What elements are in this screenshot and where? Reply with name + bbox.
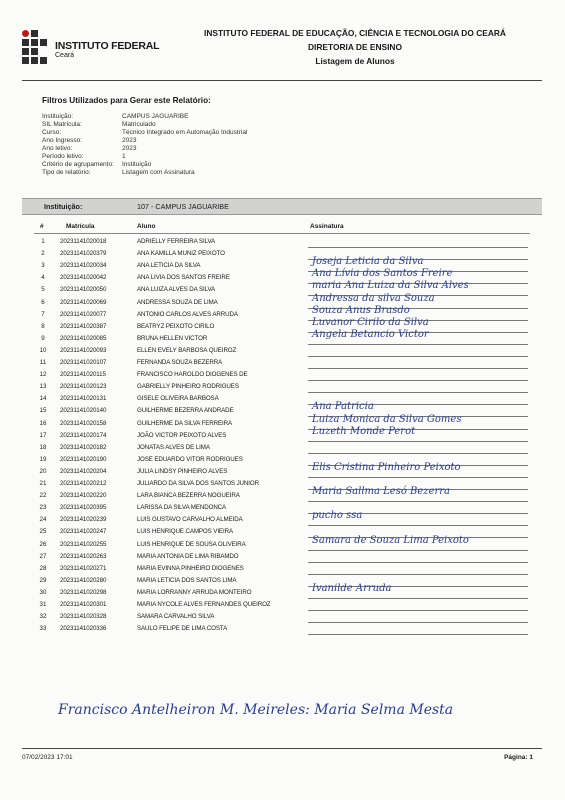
row-aluno: ANTONIO CARLOS ALVES ARRUDA bbox=[137, 310, 238, 318]
bottom-signature: Francisco Antelheiron M. Meireles: Maria Selma Mesta bbox=[58, 702, 454, 718]
directorate-title: DIRETORIA DE ENSINO bbox=[308, 42, 402, 52]
row-aluno: ANA LIVIA DOS SANTOS FREIRE bbox=[137, 274, 230, 282]
row-matricula: 20231141020255 bbox=[60, 540, 107, 548]
row-number: 11 bbox=[39, 359, 47, 366]
row-matricula: 20231141020093 bbox=[60, 346, 107, 354]
header-num: # bbox=[40, 223, 44, 230]
handwritten-signature: Angela Betancio Victor bbox=[312, 328, 429, 340]
row-matricula: 20231141020018 bbox=[60, 238, 107, 245]
row-aluno: JULIARDO DA SILVA DOS SANTOS JUNIOR bbox=[137, 480, 259, 487]
filter-row bbox=[42, 153, 126, 161]
table-row bbox=[0, 309, 565, 321]
row-matricula: 20231141020395 bbox=[60, 504, 107, 512]
filter-label: Ano letivo: bbox=[42, 145, 73, 152]
table-row bbox=[0, 357, 565, 369]
institution-value: 107 - CAMPUS JAGUARIBE bbox=[137, 202, 229, 211]
row-matricula: 20231141020271 bbox=[60, 564, 107, 572]
row-aluno: GABRIELLY PINHEIRO RODRIGUES bbox=[137, 383, 239, 391]
table-row bbox=[0, 514, 565, 526]
row-matricula: 20231141020131 bbox=[60, 395, 107, 403]
row-aluno: ANA LUIZA ALVES DA SILVA bbox=[137, 286, 216, 294]
row-aluno: ANA KAMILLA MUNIZ PEIXOTO bbox=[137, 250, 225, 258]
handwritten-signature: Luvanor Cirilo da Silva bbox=[312, 316, 429, 328]
table-row bbox=[0, 587, 565, 599]
row-aluno: ADRIELLY FERREIRA SILVA bbox=[137, 238, 216, 245]
row-aluno: GUILHERME DA SILVA FERREIRA bbox=[137, 419, 233, 427]
row-matricula: 20231141020379 bbox=[60, 250, 107, 258]
row-aluno: MARIA EVINNA PINHEIRO DIOGENES bbox=[137, 564, 244, 572]
row-aluno: ANDRESSA SOUZA DE LIMA bbox=[137, 298, 218, 306]
row-number: 15 bbox=[39, 407, 47, 415]
filter-value: Instituição bbox=[122, 161, 152, 168]
table-row bbox=[0, 297, 565, 309]
row-number: 18 bbox=[39, 443, 47, 451]
handwritten-signature: Ana Lívia dos Santos Freire bbox=[312, 268, 453, 280]
handwritten-signature: pucho ssa bbox=[312, 510, 363, 522]
table-row bbox=[0, 405, 565, 417]
handwritten-signature: Souza Anus Brasdo bbox=[312, 304, 410, 316]
institution-label: Instituição: bbox=[44, 202, 83, 211]
logo-grid-icon bbox=[22, 30, 50, 64]
row-aluno: JULIA LINDSY PINHEIRO ALVES bbox=[137, 467, 228, 475]
filter-label: Ano Ingresso: bbox=[42, 137, 83, 144]
handwritten-signature: Maria Sallma Lesó Bezerra bbox=[312, 486, 451, 498]
row-matricula: 20231141020042 bbox=[60, 274, 107, 282]
row-matricula: 20231141020204 bbox=[60, 467, 107, 475]
row-aluno: JOSE EDUARDO VITOR RODRIGUES bbox=[137, 455, 243, 463]
row-matricula: 20231141020220 bbox=[60, 492, 107, 500]
header-divider bbox=[22, 80, 542, 81]
table-header-divider bbox=[34, 233, 530, 234]
row-matricula: 20231141020174 bbox=[60, 431, 107, 439]
row-number: 26 bbox=[39, 540, 47, 548]
filter-label: Tipo de relatório: bbox=[42, 169, 91, 176]
table-row bbox=[0, 381, 565, 393]
row-number: 25 bbox=[39, 528, 47, 536]
filter-value: 2023 bbox=[122, 137, 137, 144]
row-aluno: LARA BIANCA BEZERRA NOGUEIRA bbox=[137, 492, 240, 500]
filter-value: 2023 bbox=[122, 145, 137, 152]
table-row bbox=[0, 369, 565, 381]
row-aluno: BEATRYZ PEIXOTO CIRILO bbox=[137, 322, 215, 330]
signature-line bbox=[308, 634, 528, 635]
row-aluno: GUILHERME BEZERRA ANDRADE bbox=[137, 407, 234, 415]
institution-bar bbox=[22, 198, 542, 215]
filter-label: Critério de agrupamento: bbox=[42, 161, 114, 168]
row-matricula: 20231141020140 bbox=[60, 407, 107, 415]
row-aluno: SAULO FELIPE DE LIMA COSTA bbox=[137, 625, 228, 633]
row-matricula: 20231141020085 bbox=[60, 334, 107, 342]
row-number: 2 bbox=[41, 250, 45, 258]
table-row bbox=[0, 393, 565, 405]
row-matricula: 20231141020336 bbox=[60, 625, 107, 633]
row-aluno: JOÃO VICTOR PEIXOTO ALVES bbox=[137, 431, 227, 439]
row-aluno: ANA LETICIA DA SILVA bbox=[137, 262, 201, 270]
row-aluno: MARIA ANTONIA DE LIMA RIBAMDO bbox=[137, 552, 239, 560]
handwritten-signature: Joseja Leticia da Silva bbox=[312, 256, 424, 268]
table-row bbox=[0, 260, 565, 272]
row-matricula: 20231141020077 bbox=[60, 310, 107, 318]
row-matricula: 20231141020328 bbox=[60, 613, 107, 621]
row-number: 21 bbox=[39, 480, 47, 487]
table-row bbox=[0, 539, 565, 551]
row-matricula: 20231141020298 bbox=[60, 588, 107, 596]
table-row bbox=[0, 454, 565, 466]
row-number: 20 bbox=[39, 467, 47, 475]
filter-row bbox=[42, 169, 195, 177]
header-matricula: Matrícula bbox=[66, 223, 95, 230]
row-aluno: GISELE OLIVEIRA BARBOSA bbox=[137, 395, 219, 403]
table-row bbox=[0, 418, 565, 430]
handwritten-signature: Samara de Souza Lima Peixoto bbox=[312, 534, 469, 546]
header-assinatura: Assinatura bbox=[310, 223, 344, 230]
row-matricula: 20231141020158 bbox=[60, 419, 107, 427]
row-matricula: 20231141020069 bbox=[60, 298, 107, 306]
row-matricula: 20231141020182 bbox=[60, 443, 107, 451]
row-aluno: FERNANDA SOUZA BEZERRA bbox=[137, 359, 223, 366]
row-number: 32 bbox=[39, 613, 47, 621]
table-row bbox=[0, 333, 565, 345]
row-matricula: 20231141020280 bbox=[60, 576, 107, 584]
handwritten-signature: Luiza Monica da Silva Gomes bbox=[312, 413, 462, 425]
handwritten-signature: Ivanilde Arruda bbox=[312, 582, 392, 594]
table-row bbox=[0, 478, 565, 490]
row-matricula: 20231141020247 bbox=[60, 528, 107, 536]
footer-page: Página: 1 bbox=[504, 754, 533, 761]
row-aluno: MARIA LETICIA DOS SANTOS LIMA bbox=[137, 576, 237, 584]
row-aluno: BRUNA HELLEN VICTOR bbox=[137, 334, 208, 342]
filter-row bbox=[42, 129, 247, 137]
table-row bbox=[0, 345, 565, 357]
row-aluno: LUIS HENRIQUE DE SOUSA OLIVEIRA bbox=[137, 540, 246, 548]
row-matricula: 20231141020212 bbox=[60, 480, 107, 487]
row-matricula: 20231141020034 bbox=[60, 262, 107, 270]
row-number: 7 bbox=[41, 310, 45, 318]
filter-value: Técnico Integrado em Automação Industrial bbox=[122, 129, 248, 136]
filter-row bbox=[42, 145, 136, 153]
handwritten-signature: maria Ana Luiza da Silva Alves bbox=[312, 280, 469, 292]
row-matricula: 20231141020387 bbox=[60, 322, 107, 330]
logo-city: Ceará bbox=[55, 52, 75, 59]
row-matricula: 20231141020107 bbox=[60, 359, 107, 366]
row-number: 4 bbox=[41, 274, 45, 282]
filter-row bbox=[42, 113, 188, 121]
row-matricula: 20231141020050 bbox=[60, 286, 107, 294]
row-aluno: ELLEN EVELY BARBOSA QUEIROZ bbox=[137, 346, 237, 354]
filter-row bbox=[42, 137, 136, 145]
row-aluno: SAMARA CARVALHO SILVA bbox=[137, 613, 215, 621]
row-aluno: MARIA LORRANNY ARRUDA MONTEIRO bbox=[137, 588, 252, 596]
table-row bbox=[0, 551, 565, 563]
row-matricula: 20231141020239 bbox=[60, 516, 107, 524]
row-number: 19 bbox=[39, 455, 47, 463]
institution-title: INSTITUTO FEDERAL DE EDUCAÇÃO, CIÊNCIA E TECNOLOGIA DO CEARÁ bbox=[204, 28, 506, 38]
row-number: 13 bbox=[39, 383, 47, 391]
handwritten-signature: Andressa da silva Souza bbox=[312, 292, 435, 304]
table-row bbox=[0, 236, 565, 248]
row-number: 9 bbox=[41, 334, 45, 342]
row-number: 17 bbox=[39, 431, 47, 439]
filter-label: Instituição: bbox=[42, 113, 74, 120]
row-number: 14 bbox=[39, 395, 47, 403]
table-row bbox=[0, 599, 565, 611]
filter-value: CAMPUS JAGUARIBE bbox=[122, 113, 189, 120]
filter-row bbox=[42, 161, 151, 169]
table-row bbox=[0, 575, 565, 587]
row-aluno: LUIS GUSTAVO CARVALHO ALMEIDA bbox=[137, 516, 243, 524]
footer-date: 07/02/2023 17:01 bbox=[22, 754, 73, 761]
table-row bbox=[0, 430, 565, 442]
filter-label: Curso: bbox=[42, 129, 62, 136]
row-number: 29 bbox=[39, 576, 47, 584]
header-aluno: Aluno bbox=[137, 223, 156, 230]
handwritten-signature: Elis Cristina Pinheiro Peixoto bbox=[312, 461, 461, 473]
row-number: 28 bbox=[39, 564, 47, 572]
row-aluno: LUIS HENRIQUE CAMPOS VIEIRA bbox=[137, 528, 233, 536]
filter-label: SIL Matrícula: bbox=[42, 121, 82, 128]
table-row bbox=[0, 502, 565, 514]
table-row bbox=[0, 611, 565, 623]
row-number: 24 bbox=[39, 516, 47, 524]
row-aluno: FRANCISCO HAROLDO DIOGENES DE bbox=[137, 371, 248, 379]
row-number: 12 bbox=[39, 371, 47, 379]
filter-row bbox=[42, 121, 156, 129]
row-number: 1 bbox=[41, 238, 45, 245]
row-number: 33 bbox=[39, 625, 47, 633]
table-row bbox=[0, 466, 565, 478]
filters-title: Filtros Utilizados para Gerar este Relatório: bbox=[42, 96, 211, 105]
table-row bbox=[0, 623, 565, 635]
filter-value: Matriculado bbox=[122, 121, 156, 128]
row-number: 31 bbox=[39, 601, 47, 608]
row-matricula: 20231141020123 bbox=[60, 383, 107, 391]
row-matricula: 20231141020263 bbox=[60, 552, 107, 560]
report-title: Listagem de Alunos bbox=[315, 56, 395, 66]
row-number: 10 bbox=[39, 346, 47, 354]
row-matricula: 20231141020190 bbox=[60, 455, 107, 463]
table-row bbox=[0, 442, 565, 454]
footer-divider bbox=[22, 748, 542, 749]
table-row bbox=[0, 490, 565, 502]
row-number: 27 bbox=[39, 552, 47, 560]
table-row bbox=[0, 526, 565, 538]
row-number: 30 bbox=[39, 588, 47, 596]
if-logo bbox=[22, 30, 160, 70]
row-aluno: MARIA NYCOLE ALVES FERNANDES QUEIROZ bbox=[137, 601, 271, 608]
table-row bbox=[0, 248, 565, 260]
row-number: 22 bbox=[39, 492, 47, 500]
row-number: 3 bbox=[41, 262, 45, 270]
row-number: 8 bbox=[41, 322, 45, 330]
row-number: 5 bbox=[41, 286, 45, 294]
table-row bbox=[0, 563, 565, 575]
row-matricula: 20231141020115 bbox=[60, 371, 106, 379]
row-number: 23 bbox=[39, 504, 47, 512]
row-aluno: LARISSA DA SILVA MENDONCA bbox=[137, 504, 227, 512]
row-matricula: 20231141020301 bbox=[60, 601, 107, 608]
table-row bbox=[0, 272, 565, 284]
filter-value: 1 bbox=[122, 153, 126, 160]
table-row bbox=[0, 321, 565, 333]
filter-label: Período letivo: bbox=[42, 153, 84, 160]
logo-name: INSTITUTO FEDERAL bbox=[55, 40, 160, 52]
handwritten-signature: Ana Patricia bbox=[312, 401, 374, 413]
row-number: 16 bbox=[39, 419, 47, 427]
row-aluno: JONATAS ALVES DE LIMA bbox=[137, 443, 210, 451]
table-row bbox=[0, 284, 565, 296]
row-number: 6 bbox=[41, 298, 45, 306]
filter-value: Listagem com Assinatura bbox=[122, 169, 195, 176]
handwritten-signature: Luzeth Monde Perot bbox=[312, 425, 416, 437]
